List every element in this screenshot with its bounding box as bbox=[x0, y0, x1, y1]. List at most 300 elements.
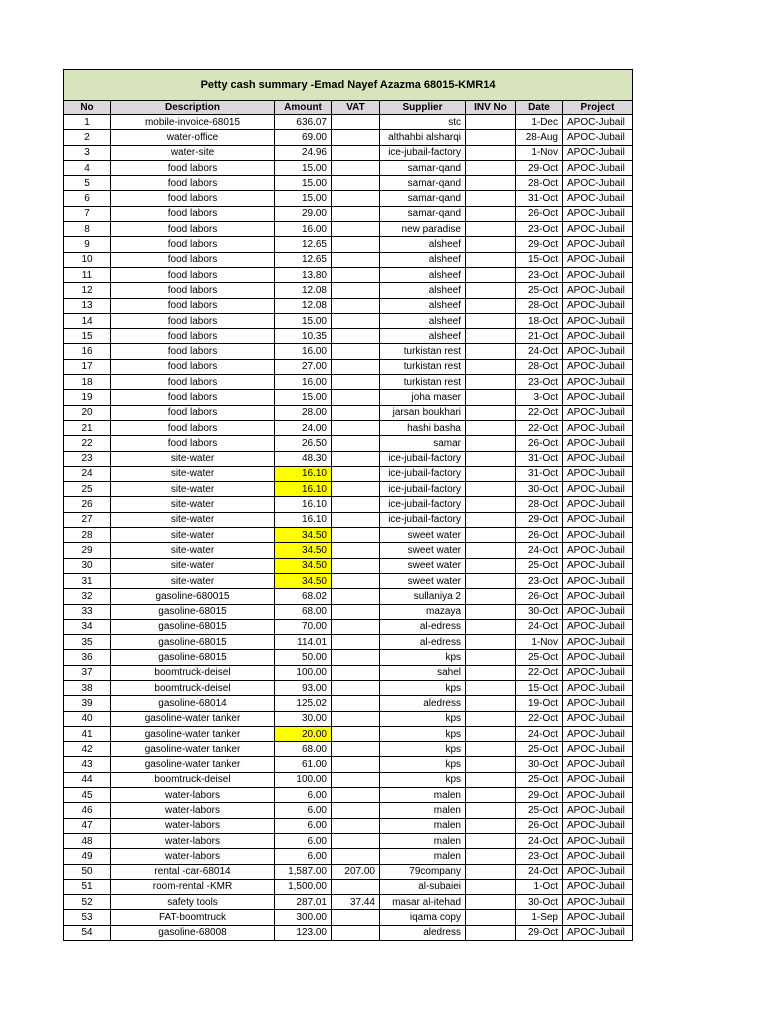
cell-vat bbox=[332, 573, 380, 588]
cell-amount: 15.00 bbox=[275, 313, 332, 328]
cell-description: site-water bbox=[111, 543, 275, 558]
cell-amount: 114.01 bbox=[275, 635, 332, 650]
cell-amount: 100.00 bbox=[275, 665, 332, 680]
cell-supplier: iqama copy bbox=[380, 910, 466, 925]
cell-inv-no bbox=[466, 818, 516, 833]
cell-amount: 15.00 bbox=[275, 176, 332, 191]
cell-vat bbox=[332, 604, 380, 619]
cell-supplier: sweet water bbox=[380, 558, 466, 573]
cell-description: food labors bbox=[111, 206, 275, 221]
cell-project: APOC-Jubail bbox=[563, 130, 633, 145]
cell-description: site-water bbox=[111, 512, 275, 527]
cell-project: APOC-Jubail bbox=[563, 910, 633, 925]
cell-vat bbox=[332, 558, 380, 573]
cell-no: 45 bbox=[64, 788, 111, 803]
cell-project: APOC-Jubail bbox=[563, 237, 633, 252]
cell-date: 28-Oct bbox=[516, 359, 563, 374]
table-body bbox=[64, 115, 633, 941]
cell-date: 18-Oct bbox=[516, 313, 563, 328]
cell-no: 27 bbox=[64, 512, 111, 527]
cell-inv-no bbox=[466, 650, 516, 665]
cell-supplier: ice-jubail-factory bbox=[380, 451, 466, 466]
cell-description: food labors bbox=[111, 283, 275, 298]
cell-vat bbox=[332, 420, 380, 435]
cell-inv-no bbox=[466, 833, 516, 848]
cell-inv-no bbox=[466, 742, 516, 757]
cell-no: 51 bbox=[64, 879, 111, 894]
table-row bbox=[64, 650, 633, 665]
cell-vat bbox=[332, 359, 380, 374]
cell-no: 2 bbox=[64, 130, 111, 145]
cell-amount: 287.01 bbox=[275, 895, 332, 910]
cell-inv-no bbox=[466, 298, 516, 313]
sheet-title: Petty cash summary -Emad Nayef Azazma 68015-KMR14 bbox=[64, 70, 633, 101]
cell-supplier: kps bbox=[380, 757, 466, 772]
table-row bbox=[64, 864, 633, 879]
cell-supplier: turkistan rest bbox=[380, 375, 466, 390]
cell-project: APOC-Jubail bbox=[563, 895, 633, 910]
cell-vat bbox=[332, 665, 380, 680]
cell-inv-no bbox=[466, 696, 516, 711]
column-header-no: No bbox=[64, 101, 111, 115]
cell-no: 47 bbox=[64, 818, 111, 833]
cell-project: APOC-Jubail bbox=[563, 191, 633, 206]
cell-vat bbox=[332, 803, 380, 818]
cell-description: site-water bbox=[111, 558, 275, 573]
cell-inv-no bbox=[466, 528, 516, 543]
cell-supplier: malen bbox=[380, 803, 466, 818]
cell-no: 21 bbox=[64, 420, 111, 435]
cell-amount: 636.07 bbox=[275, 115, 332, 130]
cell-inv-no bbox=[466, 313, 516, 328]
cell-inv-no bbox=[466, 160, 516, 175]
table-row bbox=[64, 160, 633, 175]
cell-vat bbox=[332, 772, 380, 787]
cell-project: APOC-Jubail bbox=[563, 497, 633, 512]
cell-amount: 27.00 bbox=[275, 359, 332, 374]
cell-vat bbox=[332, 696, 380, 711]
table-row bbox=[64, 833, 633, 848]
cell-supplier: al-edress bbox=[380, 635, 466, 650]
column-header-date: Date bbox=[516, 101, 563, 115]
cell-no: 20 bbox=[64, 405, 111, 420]
cell-project: APOC-Jubail bbox=[563, 283, 633, 298]
cell-amount: 16.10 bbox=[275, 497, 332, 512]
cell-project: APOC-Jubail bbox=[563, 344, 633, 359]
cell-supplier: kps bbox=[380, 742, 466, 757]
cell-vat bbox=[332, 176, 380, 191]
cell-date: 23-Oct bbox=[516, 849, 563, 864]
cell-amount: 13.80 bbox=[275, 267, 332, 282]
cell-inv-no bbox=[466, 267, 516, 282]
table-row bbox=[64, 711, 633, 726]
table-row bbox=[64, 252, 633, 267]
cell-no: 12 bbox=[64, 283, 111, 298]
table-row bbox=[64, 267, 633, 282]
cell-date: 15-Oct bbox=[516, 680, 563, 695]
cell-no: 46 bbox=[64, 803, 111, 818]
cell-supplier: alsheef bbox=[380, 267, 466, 282]
cell-description: boomtruck-deisel bbox=[111, 680, 275, 695]
cell-description: site-water bbox=[111, 573, 275, 588]
cell-no: 49 bbox=[64, 849, 111, 864]
column-header-vat: VAT bbox=[332, 101, 380, 115]
cell-date: 1-Sep bbox=[516, 910, 563, 925]
cell-inv-no bbox=[466, 726, 516, 741]
cell-amount: 24.96 bbox=[275, 145, 332, 160]
cell-project: APOC-Jubail bbox=[563, 145, 633, 160]
table-row bbox=[64, 589, 633, 604]
cell-supplier: ice-jubail-factory bbox=[380, 512, 466, 527]
table-row bbox=[64, 925, 633, 940]
cell-no: 31 bbox=[64, 573, 111, 588]
cell-amount: 123.00 bbox=[275, 925, 332, 940]
cell-amount: 30.00 bbox=[275, 711, 332, 726]
cell-date: 21-Oct bbox=[516, 329, 563, 344]
cell-vat bbox=[332, 451, 380, 466]
cell-description: water-labors bbox=[111, 849, 275, 864]
cell-no: 36 bbox=[64, 650, 111, 665]
cell-description: rental -car-68014 bbox=[111, 864, 275, 879]
table-row bbox=[64, 176, 633, 191]
cell-date: 3-Oct bbox=[516, 390, 563, 405]
cell-amount: 16.10 bbox=[275, 466, 332, 481]
cell-supplier: malen bbox=[380, 788, 466, 803]
cell-date: 24-Oct bbox=[516, 619, 563, 634]
cell-date: 31-Oct bbox=[516, 466, 563, 481]
cell-project: APOC-Jubail bbox=[563, 925, 633, 940]
cell-no: 6 bbox=[64, 191, 111, 206]
cell-description: safety tools bbox=[111, 895, 275, 910]
table-row bbox=[64, 573, 633, 588]
cell-amount: 20.00 bbox=[275, 726, 332, 741]
cell-date: 15-Oct bbox=[516, 252, 563, 267]
cell-description: mobile-invoice-68015 bbox=[111, 115, 275, 130]
cell-no: 43 bbox=[64, 757, 111, 772]
cell-date: 25-Oct bbox=[516, 283, 563, 298]
cell-supplier: hashi basha bbox=[380, 420, 466, 435]
cell-description: gasoline-water tanker bbox=[111, 726, 275, 741]
cell-inv-no bbox=[466, 619, 516, 634]
cell-no: 18 bbox=[64, 375, 111, 390]
cell-no: 24 bbox=[64, 466, 111, 481]
cell-date: 30-Oct bbox=[516, 895, 563, 910]
cell-no: 38 bbox=[64, 680, 111, 695]
cell-amount: 10.35 bbox=[275, 329, 332, 344]
cell-date: 28-Oct bbox=[516, 298, 563, 313]
cell-supplier: alsheef bbox=[380, 252, 466, 267]
table-row bbox=[64, 696, 633, 711]
cell-vat bbox=[332, 405, 380, 420]
cell-supplier: alsheef bbox=[380, 329, 466, 344]
cell-description: water-site bbox=[111, 145, 275, 160]
cell-supplier: sweet water bbox=[380, 573, 466, 588]
table-row bbox=[64, 482, 633, 497]
cell-description: water-labors bbox=[111, 803, 275, 818]
cell-inv-no bbox=[466, 711, 516, 726]
cell-amount: 1,500.00 bbox=[275, 879, 332, 894]
cell-no: 32 bbox=[64, 589, 111, 604]
cell-vat bbox=[332, 115, 380, 130]
cell-amount: 6.00 bbox=[275, 833, 332, 848]
cell-inv-no bbox=[466, 436, 516, 451]
cell-no: 50 bbox=[64, 864, 111, 879]
cell-amount: 100.00 bbox=[275, 772, 332, 787]
cell-date: 30-Oct bbox=[516, 482, 563, 497]
cell-project: APOC-Jubail bbox=[563, 160, 633, 175]
table-row bbox=[64, 604, 633, 619]
cell-supplier: malen bbox=[380, 833, 466, 848]
cell-supplier: samar-qand bbox=[380, 206, 466, 221]
cell-description: food labors bbox=[111, 375, 275, 390]
cell-project: APOC-Jubail bbox=[563, 390, 633, 405]
cell-vat bbox=[332, 818, 380, 833]
cell-date: 1-Dec bbox=[516, 115, 563, 130]
cell-amount: 6.00 bbox=[275, 849, 332, 864]
column-header-supplier: Supplier bbox=[380, 101, 466, 115]
cell-description: food labors bbox=[111, 420, 275, 435]
cell-project: APOC-Jubail bbox=[563, 742, 633, 757]
cell-vat bbox=[332, 482, 380, 497]
cell-date: 26-Oct bbox=[516, 206, 563, 221]
cell-date: 26-Oct bbox=[516, 589, 563, 604]
cell-supplier: althahbi alsharqi bbox=[380, 130, 466, 145]
cell-vat bbox=[332, 910, 380, 925]
cell-no: 9 bbox=[64, 237, 111, 252]
cell-amount: 12.65 bbox=[275, 252, 332, 267]
cell-description: gasoline-68015 bbox=[111, 619, 275, 634]
cell-date: 29-Oct bbox=[516, 160, 563, 175]
cell-inv-no bbox=[466, 237, 516, 252]
cell-amount: 16.00 bbox=[275, 344, 332, 359]
cell-vat bbox=[332, 925, 380, 940]
table-row bbox=[64, 803, 633, 818]
cell-date: 25-Oct bbox=[516, 803, 563, 818]
cell-description: gasoline-water tanker bbox=[111, 711, 275, 726]
cell-project: APOC-Jubail bbox=[563, 879, 633, 894]
cell-no: 1 bbox=[64, 115, 111, 130]
cell-inv-no bbox=[466, 895, 516, 910]
cell-no: 52 bbox=[64, 895, 111, 910]
table-row bbox=[64, 375, 633, 390]
cell-project: APOC-Jubail bbox=[563, 420, 633, 435]
cell-inv-no bbox=[466, 222, 516, 237]
cell-no: 48 bbox=[64, 833, 111, 848]
cell-description: boomtruck-deisel bbox=[111, 665, 275, 680]
cell-amount: 34.50 bbox=[275, 528, 332, 543]
cell-project: APOC-Jubail bbox=[563, 711, 633, 726]
cell-project: APOC-Jubail bbox=[563, 482, 633, 497]
cell-vat bbox=[332, 130, 380, 145]
cell-date: 29-Oct bbox=[516, 237, 563, 252]
cell-description: food labors bbox=[111, 329, 275, 344]
cell-amount: 70.00 bbox=[275, 619, 332, 634]
cell-inv-no bbox=[466, 788, 516, 803]
cell-vat bbox=[332, 512, 380, 527]
cell-vat bbox=[332, 619, 380, 634]
cell-no: 42 bbox=[64, 742, 111, 757]
table-row bbox=[64, 788, 633, 803]
cell-project: APOC-Jubail bbox=[563, 864, 633, 879]
cell-no: 23 bbox=[64, 451, 111, 466]
cell-inv-no bbox=[466, 329, 516, 344]
cell-project: APOC-Jubail bbox=[563, 849, 633, 864]
cell-vat bbox=[332, 742, 380, 757]
table-row bbox=[64, 512, 633, 527]
cell-inv-no bbox=[466, 191, 516, 206]
cell-project: APOC-Jubail bbox=[563, 680, 633, 695]
cell-supplier: joha maser bbox=[380, 390, 466, 405]
cell-description: food labors bbox=[111, 390, 275, 405]
cell-inv-no bbox=[466, 772, 516, 787]
cell-description: food labors bbox=[111, 237, 275, 252]
cell-inv-no bbox=[466, 420, 516, 435]
cell-supplier: samar bbox=[380, 436, 466, 451]
petty-cash-table bbox=[63, 69, 633, 941]
cell-amount: 68.00 bbox=[275, 742, 332, 757]
table-row bbox=[64, 115, 633, 130]
cell-amount: 15.00 bbox=[275, 390, 332, 405]
cell-no: 44 bbox=[64, 772, 111, 787]
cell-amount: 15.00 bbox=[275, 160, 332, 175]
cell-inv-no bbox=[466, 283, 516, 298]
cell-vat bbox=[332, 833, 380, 848]
table-row bbox=[64, 726, 633, 741]
cell-project: APOC-Jubail bbox=[563, 543, 633, 558]
cell-amount: 16.00 bbox=[275, 222, 332, 237]
cell-description: site-water bbox=[111, 497, 275, 512]
table-row bbox=[64, 237, 633, 252]
cell-date: 26-Oct bbox=[516, 528, 563, 543]
cell-vat bbox=[332, 252, 380, 267]
cell-date: 25-Oct bbox=[516, 558, 563, 573]
cell-inv-no bbox=[466, 665, 516, 680]
cell-inv-no bbox=[466, 344, 516, 359]
cell-description: gasoline-water tanker bbox=[111, 757, 275, 772]
cell-project: APOC-Jubail bbox=[563, 252, 633, 267]
cell-amount: 26.50 bbox=[275, 436, 332, 451]
table-row bbox=[64, 390, 633, 405]
cell-inv-no bbox=[466, 864, 516, 879]
table-row bbox=[64, 543, 633, 558]
table-row bbox=[64, 680, 633, 695]
cell-inv-no bbox=[466, 482, 516, 497]
cell-project: APOC-Jubail bbox=[563, 558, 633, 573]
cell-project: APOC-Jubail bbox=[563, 313, 633, 328]
cell-inv-no bbox=[466, 359, 516, 374]
cell-date: 30-Oct bbox=[516, 757, 563, 772]
cell-inv-no bbox=[466, 176, 516, 191]
cell-date: 22-Oct bbox=[516, 711, 563, 726]
cell-amount: 12.65 bbox=[275, 237, 332, 252]
cell-project: APOC-Jubail bbox=[563, 466, 633, 481]
table-row bbox=[64, 895, 633, 910]
cell-date: 28-Oct bbox=[516, 497, 563, 512]
cell-no: 4 bbox=[64, 160, 111, 175]
cell-supplier: kps bbox=[380, 650, 466, 665]
cell-date: 29-Oct bbox=[516, 925, 563, 940]
cell-vat bbox=[332, 788, 380, 803]
column-header-row bbox=[64, 101, 633, 115]
cell-project: APOC-Jubail bbox=[563, 726, 633, 741]
cell-vat bbox=[332, 313, 380, 328]
cell-no: 37 bbox=[64, 665, 111, 680]
cell-description: gasoline-680015 bbox=[111, 589, 275, 604]
cell-amount: 125.02 bbox=[275, 696, 332, 711]
cell-project: APOC-Jubail bbox=[563, 329, 633, 344]
cell-description: food labors bbox=[111, 191, 275, 206]
cell-supplier: alsheef bbox=[380, 237, 466, 252]
cell-date: 28-Aug bbox=[516, 130, 563, 145]
cell-project: APOC-Jubail bbox=[563, 833, 633, 848]
cell-vat bbox=[332, 726, 380, 741]
cell-description: food labors bbox=[111, 160, 275, 175]
cell-supplier: kps bbox=[380, 726, 466, 741]
cell-supplier: sullaniya 2 bbox=[380, 589, 466, 604]
table-row bbox=[64, 879, 633, 894]
cell-date: 24-Oct bbox=[516, 726, 563, 741]
table-row bbox=[64, 849, 633, 864]
cell-no: 54 bbox=[64, 925, 111, 940]
cell-vat bbox=[332, 497, 380, 512]
cell-project: APOC-Jubail bbox=[563, 573, 633, 588]
cell-amount: 68.00 bbox=[275, 604, 332, 619]
cell-inv-no bbox=[466, 252, 516, 267]
cell-project: APOC-Jubail bbox=[563, 772, 633, 787]
cell-inv-no bbox=[466, 925, 516, 940]
column-header-amount: Amount bbox=[275, 101, 332, 115]
cell-no: 22 bbox=[64, 436, 111, 451]
cell-vat bbox=[332, 589, 380, 604]
cell-project: APOC-Jubail bbox=[563, 267, 633, 282]
cell-description: water-office bbox=[111, 130, 275, 145]
table-row bbox=[64, 436, 633, 451]
cell-no: 5 bbox=[64, 176, 111, 191]
cell-date: 1-Oct bbox=[516, 879, 563, 894]
cell-inv-no bbox=[466, 680, 516, 695]
cell-no: 29 bbox=[64, 543, 111, 558]
table-row bbox=[64, 466, 633, 481]
cell-description: food labors bbox=[111, 436, 275, 451]
cell-description: water-labors bbox=[111, 818, 275, 833]
cell-description: site-water bbox=[111, 451, 275, 466]
table-row bbox=[64, 206, 633, 221]
cell-supplier: kps bbox=[380, 711, 466, 726]
cell-supplier: new paradise bbox=[380, 222, 466, 237]
cell-no: 3 bbox=[64, 145, 111, 160]
cell-project: APOC-Jubail bbox=[563, 206, 633, 221]
cell-project: APOC-Jubail bbox=[563, 589, 633, 604]
cell-supplier: al-subaiei bbox=[380, 879, 466, 894]
cell-amount: 300.00 bbox=[275, 910, 332, 925]
cell-no: 26 bbox=[64, 497, 111, 512]
cell-inv-no bbox=[466, 757, 516, 772]
cell-date: 31-Oct bbox=[516, 191, 563, 206]
cell-project: APOC-Jubail bbox=[563, 619, 633, 634]
cell-amount: 16.10 bbox=[275, 512, 332, 527]
cell-description: food labors bbox=[111, 298, 275, 313]
cell-amount: 48.30 bbox=[275, 451, 332, 466]
cell-no: 16 bbox=[64, 344, 111, 359]
cell-vat bbox=[332, 879, 380, 894]
cell-supplier: aledress bbox=[380, 925, 466, 940]
table-row bbox=[64, 910, 633, 925]
cell-project: APOC-Jubail bbox=[563, 222, 633, 237]
cell-amount: 16.00 bbox=[275, 375, 332, 390]
cell-vat: 37.44 bbox=[332, 895, 380, 910]
cell-amount: 69.00 bbox=[275, 130, 332, 145]
cell-inv-no bbox=[466, 543, 516, 558]
